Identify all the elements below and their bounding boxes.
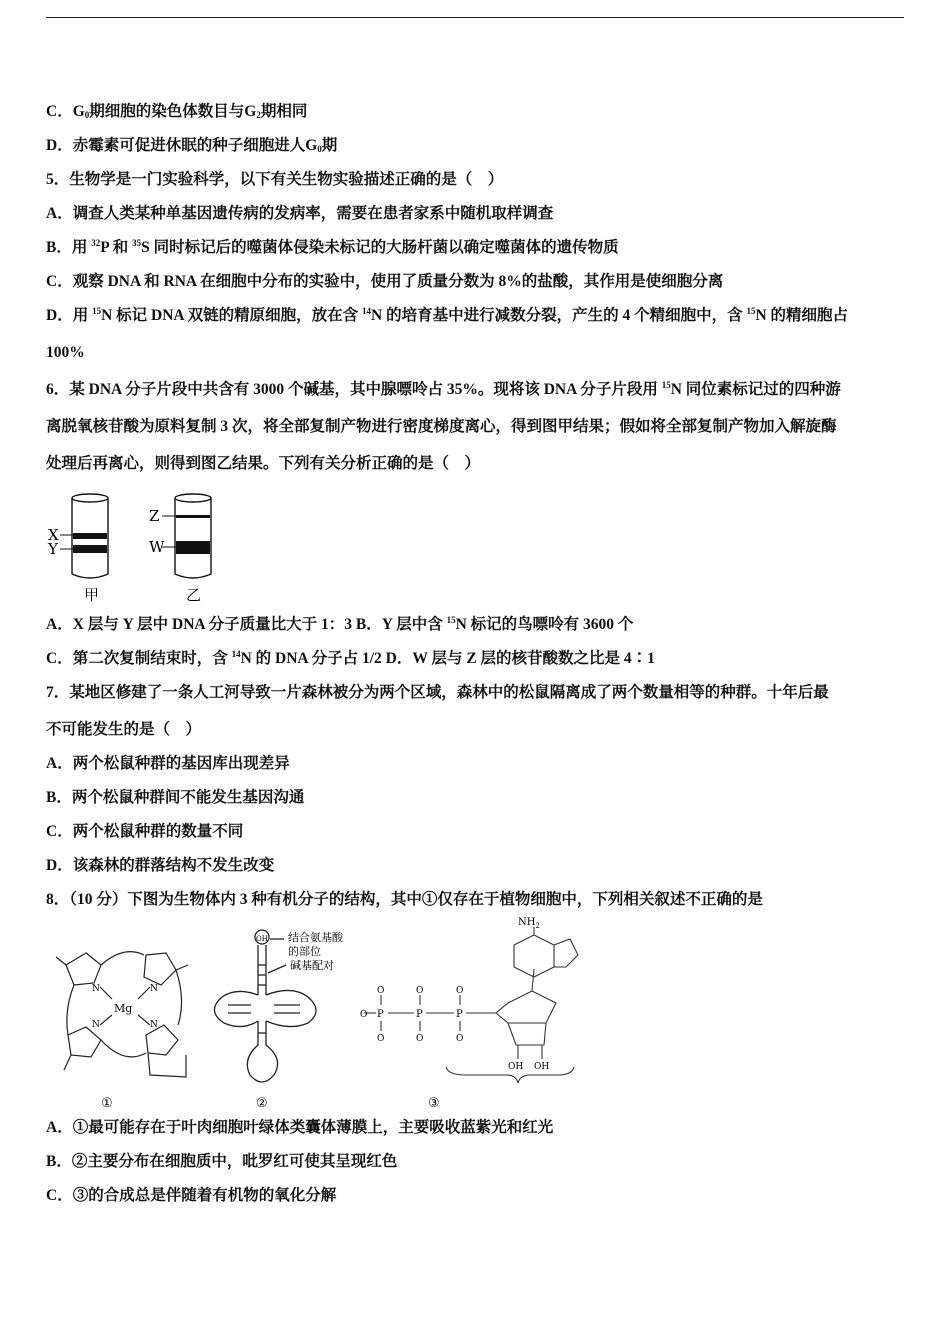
ribose-oh-2: OH <box>534 1062 550 1072</box>
n-atom-label-2: N <box>150 984 158 994</box>
n-atom-label-3: N <box>92 1020 100 1030</box>
molecules-svg <box>46 917 586 1115</box>
base-pairing-label: 碱基配对 <box>290 959 334 972</box>
phosphate-o-4: O <box>416 986 424 996</box>
ribose-oh-1: OH <box>508 1062 524 1072</box>
label-yi: 乙 <box>186 586 202 604</box>
amine-label: $NH_2$ <box>518 917 540 930</box>
q7-option-c: C．两个松鼠种群的数量不同 <box>46 823 244 840</box>
figure-label-3: ③ <box>428 1096 440 1111</box>
q8-stem: 8．（10 分）下图为生物体内 3 种有机分子的结构，其中①仅存在于植物细胞中，下列相关叙述不正确的是 <box>46 891 763 908</box>
q4-option-c: C．$G_0$期细胞的染色体数目与$G_2$期相同 <box>46 103 308 120</box>
q5-option-d-continued: 100% <box>46 344 85 361</box>
phosphate-o-5: O <box>416 1034 424 1044</box>
phosphate-o-6: O <box>456 986 464 996</box>
q4-option-d: D．赤霉素可促进休眠的种子细胞进人$G_0$期 <box>46 137 338 154</box>
tube-yi <box>175 494 211 578</box>
molecules-figure <box>46 917 906 1115</box>
label-jia: 甲 <box>84 586 100 604</box>
phosphate-o-1: O <box>360 1010 368 1020</box>
amino-acid-site-label-2: 的部位 <box>288 945 321 958</box>
trna-oh-label: OH <box>256 935 268 943</box>
q5-option-b: B．用 $^{32}$P 和 $^{35}$S 同时标记后的噬菌体侵染未标记的大肠杆菌以确定噬菌体的遗传物质 <box>46 238 619 256</box>
q7-option-b: B．两个松鼠种群间不能发生基因沟通 <box>46 789 305 806</box>
figure-label-1: ① <box>101 1096 113 1111</box>
q5-option-a: A．调查人类某种单基因遗传病的发病率，需要在患者家系中随机取样调查 <box>46 205 554 222</box>
q7-stem-line2: 不可能发生的是（ ） <box>46 721 202 738</box>
mg-atom-label: Mg <box>114 1002 133 1015</box>
q7-stem-line1: 7．某地区修建了一条人工河导致一片森林被分为两个区域，森林中的松鼠隔离成了两个数量相等的种群。十年后最 <box>46 684 829 701</box>
band-z <box>176 515 210 518</box>
tubes-svg <box>46 488 246 612</box>
q7-option-d: D．该森林的群落结构不发生改变 <box>46 857 275 874</box>
band-w <box>176 541 210 554</box>
q6-options-ab: A．X 层与 Y 层中 DNA 分子质量比大于 1：3 B．Y 层中含 $^{15}$N 标记的鸟嘌呤有 3600 个 <box>46 615 634 633</box>
label-z: Z <box>149 507 160 525</box>
amino-acid-site-label: 结合氨基酸 <box>288 931 343 944</box>
q6-stem-line3: 处理后再离心，则得到图乙结果。下列有关分析正确的是（ ） <box>46 455 481 472</box>
q8-option-a: A．①最可能存在于叶肉细胞叶绿体类囊体薄膜上，主要吸收蓝紫光和红光 <box>46 1119 554 1136</box>
q8-option-b: B．②主要分布在细胞质中，吡罗红可使其呈现红色 <box>46 1153 398 1170</box>
phosphate-o-3: O <box>377 1034 385 1044</box>
label-w: W <box>149 538 165 556</box>
band-x <box>73 533 107 539</box>
q8-option-c: C．③的合成总是伴随着有机物的氧化分解 <box>46 1187 337 1204</box>
q6-options-cd: C．第二次复制结束时，含 $^{14}$N 的 DNA 分子占 1/2 D．W 层与 Z 层的核苷酸数之比是 4∶1 <box>46 649 655 667</box>
q5-option-d: D．用 $^{15}$N 标记 DNA 双链的精原细胞，放在含 $^{14}$N 的培育基中进行减数分裂，产生的 4 个精细胞中，含 $^{15}$N 的精细胞占 <box>46 306 849 324</box>
n-atom-label-4: N <box>150 1020 158 1030</box>
atp-structure <box>364 927 578 1083</box>
q5-option-c: C．观察 DNA 和 RNA 在细胞中分布的实验中，使用了质量分数为 8%的盐酸，其作用是使细胞分离 <box>46 273 724 290</box>
exam-content <box>46 99 906 1217</box>
figure-label-2: ② <box>256 1096 268 1111</box>
q7-option-a: A．两个松鼠种群的基因库出现差异 <box>46 755 290 772</box>
centrifuge-tubes-figure <box>46 488 906 612</box>
phosphate-o-2: O <box>377 986 385 996</box>
q6-stem-line2: 离脱氧核苷酸为原料复制 3 次，将全部复制产物进行密度梯度离心，得到图甲结果；假如将全部复制产物加入解旋酶 <box>46 418 837 435</box>
q6-stem-line1: 6．某 DNA 分子片段中共含有 3000 个碱基，其中腺嘌呤占 35%。现将该 DNA 分子片段用 $^{15}$N 同位素标记过的四种游 <box>46 380 841 398</box>
label-x: X <box>48 526 59 544</box>
phosphate-p-3: P <box>456 1009 463 1020</box>
label-y: Y <box>48 540 58 558</box>
phosphate-o-7: O <box>456 1034 464 1044</box>
q5-stem: 5．生物学是一门实验科学，以下有关生物实验描述正确的是（ ） <box>46 171 504 188</box>
phosphate-p-2: P <box>416 1009 423 1020</box>
band-y <box>73 545 107 553</box>
header-rule <box>46 17 904 18</box>
phosphate-p-1: P <box>377 1009 384 1020</box>
n-atom-label-1: N <box>92 984 100 994</box>
